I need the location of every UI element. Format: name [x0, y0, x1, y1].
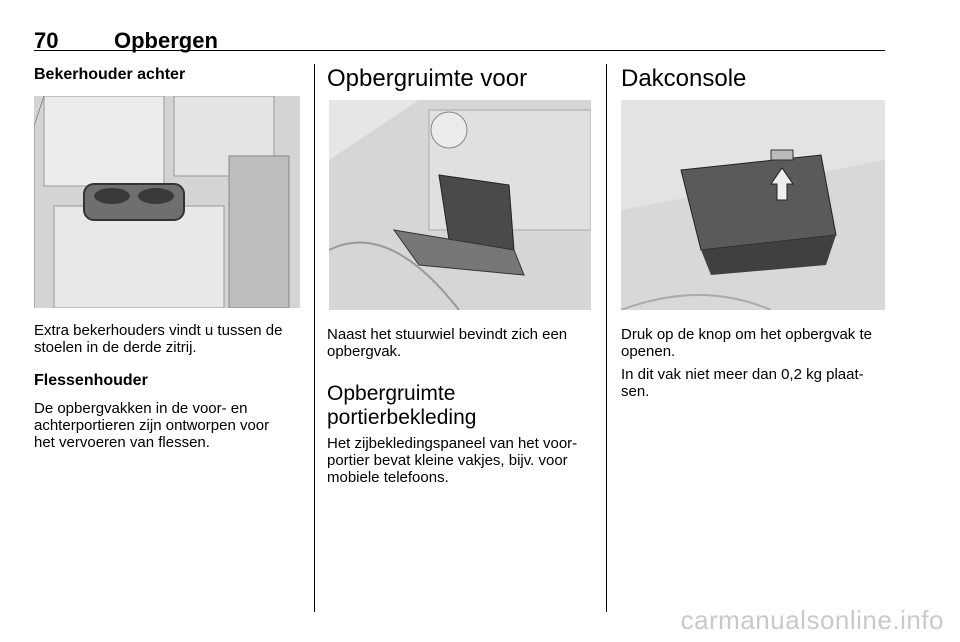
cup-holder-illustration	[34, 96, 300, 308]
section-heading: Dakconsole	[621, 65, 747, 92]
text-line: stoelen in de derde zitrij.	[34, 339, 197, 356]
page-title: Opbergen	[114, 28, 218, 53]
subsection-heading: portierbekleding	[327, 406, 477, 429]
text-line: achterportieren zijn ontworpen voor	[34, 417, 270, 434]
page-header	[34, 24, 885, 51]
text-line: De opbergvakken in de voor- en	[34, 400, 248, 417]
text-line: Druk op de knop om het opbergvak te	[621, 326, 872, 343]
watermark: carmanualsonline.info	[680, 605, 944, 635]
text-line: portier bevat kleine vakjes, bijv. voor	[327, 452, 568, 469]
text-line: In dit vak niet meer dan 0,2 kg plaat-	[621, 366, 864, 383]
section-heading: Bekerhouder achter	[34, 66, 186, 83]
roof-console-illustration	[621, 100, 885, 310]
section-heading: Opbergruimte voor	[327, 65, 528, 92]
text-line: openen.	[621, 343, 676, 360]
text-line: het vervoeren van flessen.	[34, 434, 210, 451]
column-divider	[314, 64, 315, 612]
subsection-heading: Flessenhouder	[34, 372, 148, 389]
text-line: Naast het stuurwiel bevindt zich een	[327, 326, 568, 343]
column-divider	[606, 64, 607, 612]
storage-compartment-illustration	[329, 100, 591, 310]
page-number: 70	[34, 28, 59, 53]
text-line: Het zijbekledingspaneel van het voor-	[327, 435, 578, 452]
text-line: opbergvak.	[327, 343, 402, 360]
subsection-heading: Opbergruimte	[327, 382, 456, 405]
text-line: sen.	[621, 383, 650, 400]
text-line: mobiele telefoons.	[327, 469, 449, 486]
text-line: Extra bekerhouders vindt u tussen de	[34, 322, 283, 339]
